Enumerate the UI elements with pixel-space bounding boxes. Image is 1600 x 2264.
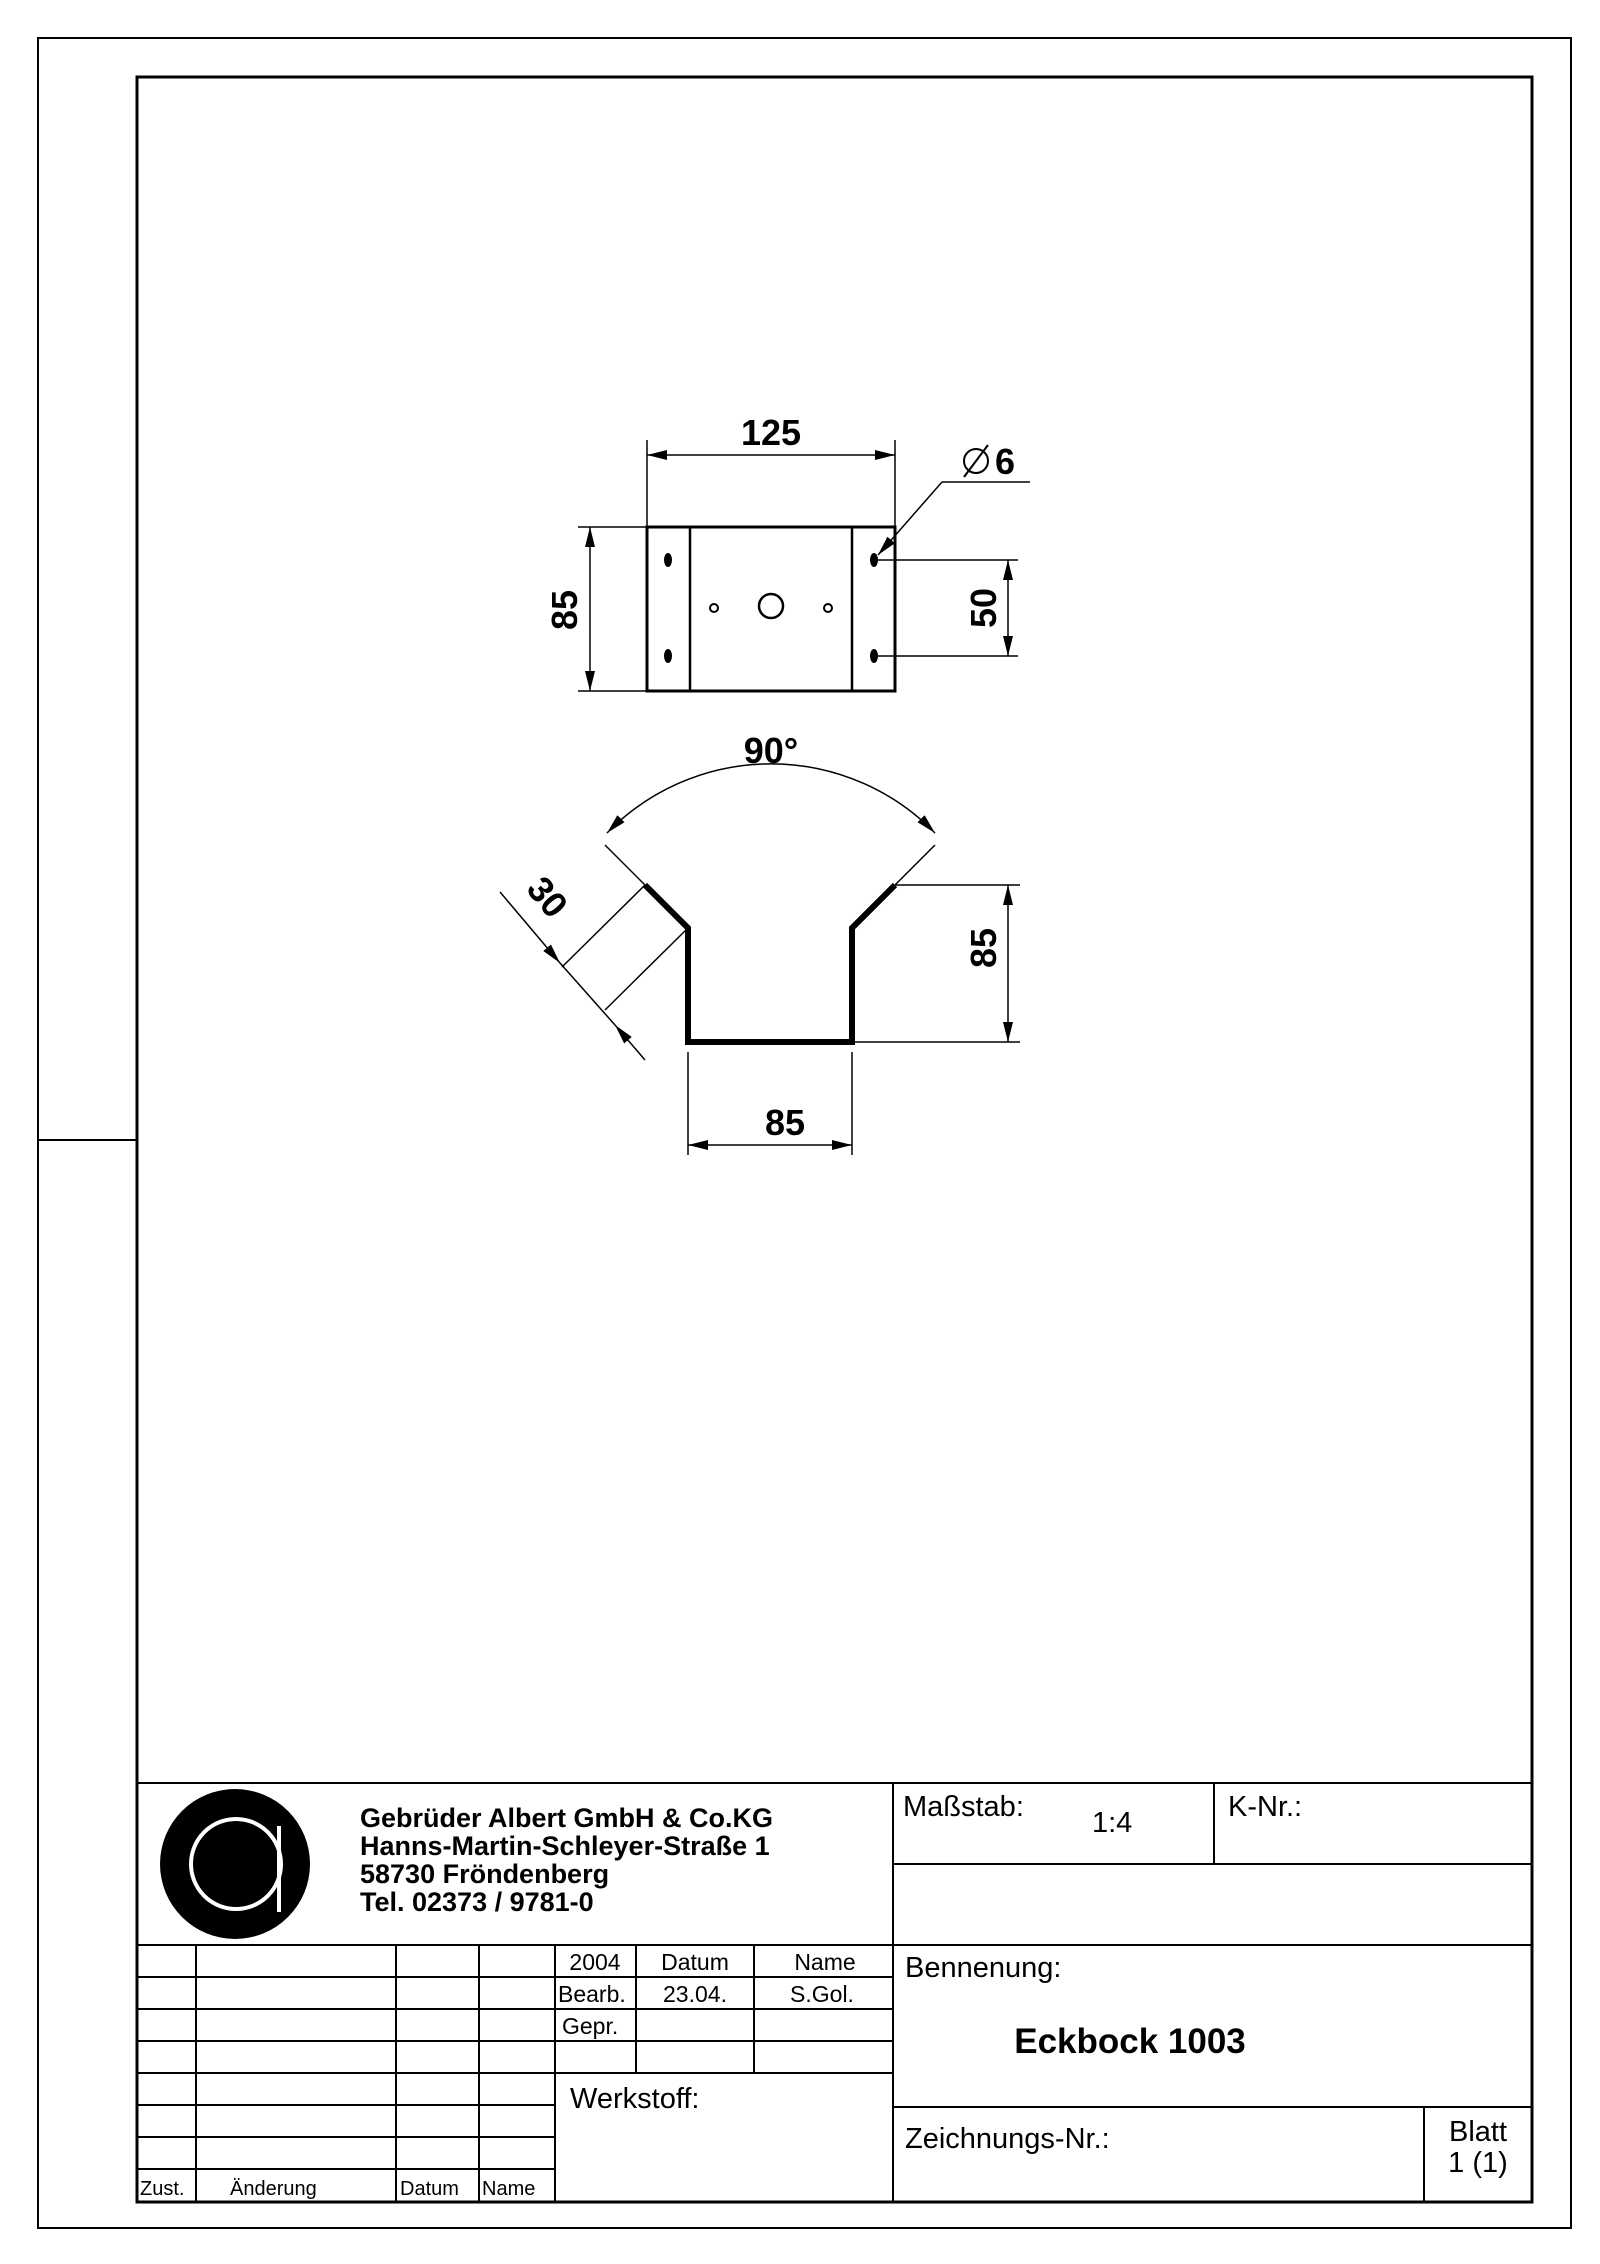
small-hole-left <box>710 604 718 612</box>
bearb-date: 23.04. <box>663 1981 727 2007</box>
inner-frame <box>137 77 1532 2202</box>
profile-outline <box>645 885 895 1042</box>
gepr-label: Gepr. <box>562 2013 619 2039</box>
leader-line <box>878 482 942 555</box>
diameter-symbol-icon <box>964 445 988 477</box>
center-hole <box>759 594 783 618</box>
k-nr-label: K-Nr.: <box>1228 1791 1303 1823</box>
company-phone: Tel. 02373 / 9781-0 <box>360 1887 594 1917</box>
dim-line-flange <box>615 1025 645 1060</box>
dim-top-width: 125 <box>740 412 802 453</box>
designation-label: Bennenung: <box>905 1952 1062 1984</box>
scale-label: Maßstab: <box>903 1791 1024 1823</box>
ext-line <box>605 928 688 1010</box>
material-label: Werkstoff: <box>570 2083 700 2115</box>
sheet-value: 1 (1) <box>1448 2147 1508 2179</box>
revision-col-name: Name <box>482 2178 536 2200</box>
revision-col-aenderung: Änderung <box>230 2178 317 2200</box>
scale-value: 1:4 <box>1092 1807 1133 1839</box>
company-logo <box>160 1789 310 1939</box>
ext-line <box>895 845 935 885</box>
dim-profile-width: 85 <box>764 1102 806 1143</box>
profile-view-dimensions <box>500 764 1020 1155</box>
slot-hole-top-left <box>664 553 672 567</box>
company-street: Hanns-Martin-Schleyer-Straße 1 <box>360 1831 770 1861</box>
record-year: 2004 <box>569 1949 621 1975</box>
ext-line <box>605 845 645 885</box>
dim-hole-spacing: 50 <box>963 587 1004 629</box>
angle-arc <box>607 764 935 833</box>
revision-col-datum: Datum <box>400 2178 459 2200</box>
plate-outline <box>647 527 895 691</box>
dim-line-flange <box>560 963 615 1025</box>
bearb-name: S.Gol. <box>790 1981 854 2007</box>
dim-flange: 30 <box>519 868 577 926</box>
dim-profile-height: 85 <box>963 927 1004 969</box>
slot-hole-bottom-left <box>664 649 672 663</box>
dim-top-height: 85 <box>544 589 585 631</box>
small-hole-right <box>824 604 832 612</box>
drawing-number-label: Zeichnungs-Nr.: <box>905 2123 1110 2155</box>
dim-hole-diameter: 6 <box>995 441 1016 482</box>
company-name: Gebrüder Albert GmbH & Co.KG <box>360 1803 774 1833</box>
record-date-header: Datum <box>661 1949 729 1975</box>
bearb-label: Bearb. <box>558 1981 626 2007</box>
company-city: 58730 Fröndenberg <box>360 1859 610 1889</box>
record-name-header: Name <box>794 1949 856 1975</box>
top-view <box>647 527 895 691</box>
revision-col-zust: Zust. <box>140 2178 185 2200</box>
designation-value: Eckbock 1003 <box>1014 2022 1246 2061</box>
sheet-label: Blatt <box>1448 2116 1508 2148</box>
dim-angle: 90° <box>743 730 799 771</box>
